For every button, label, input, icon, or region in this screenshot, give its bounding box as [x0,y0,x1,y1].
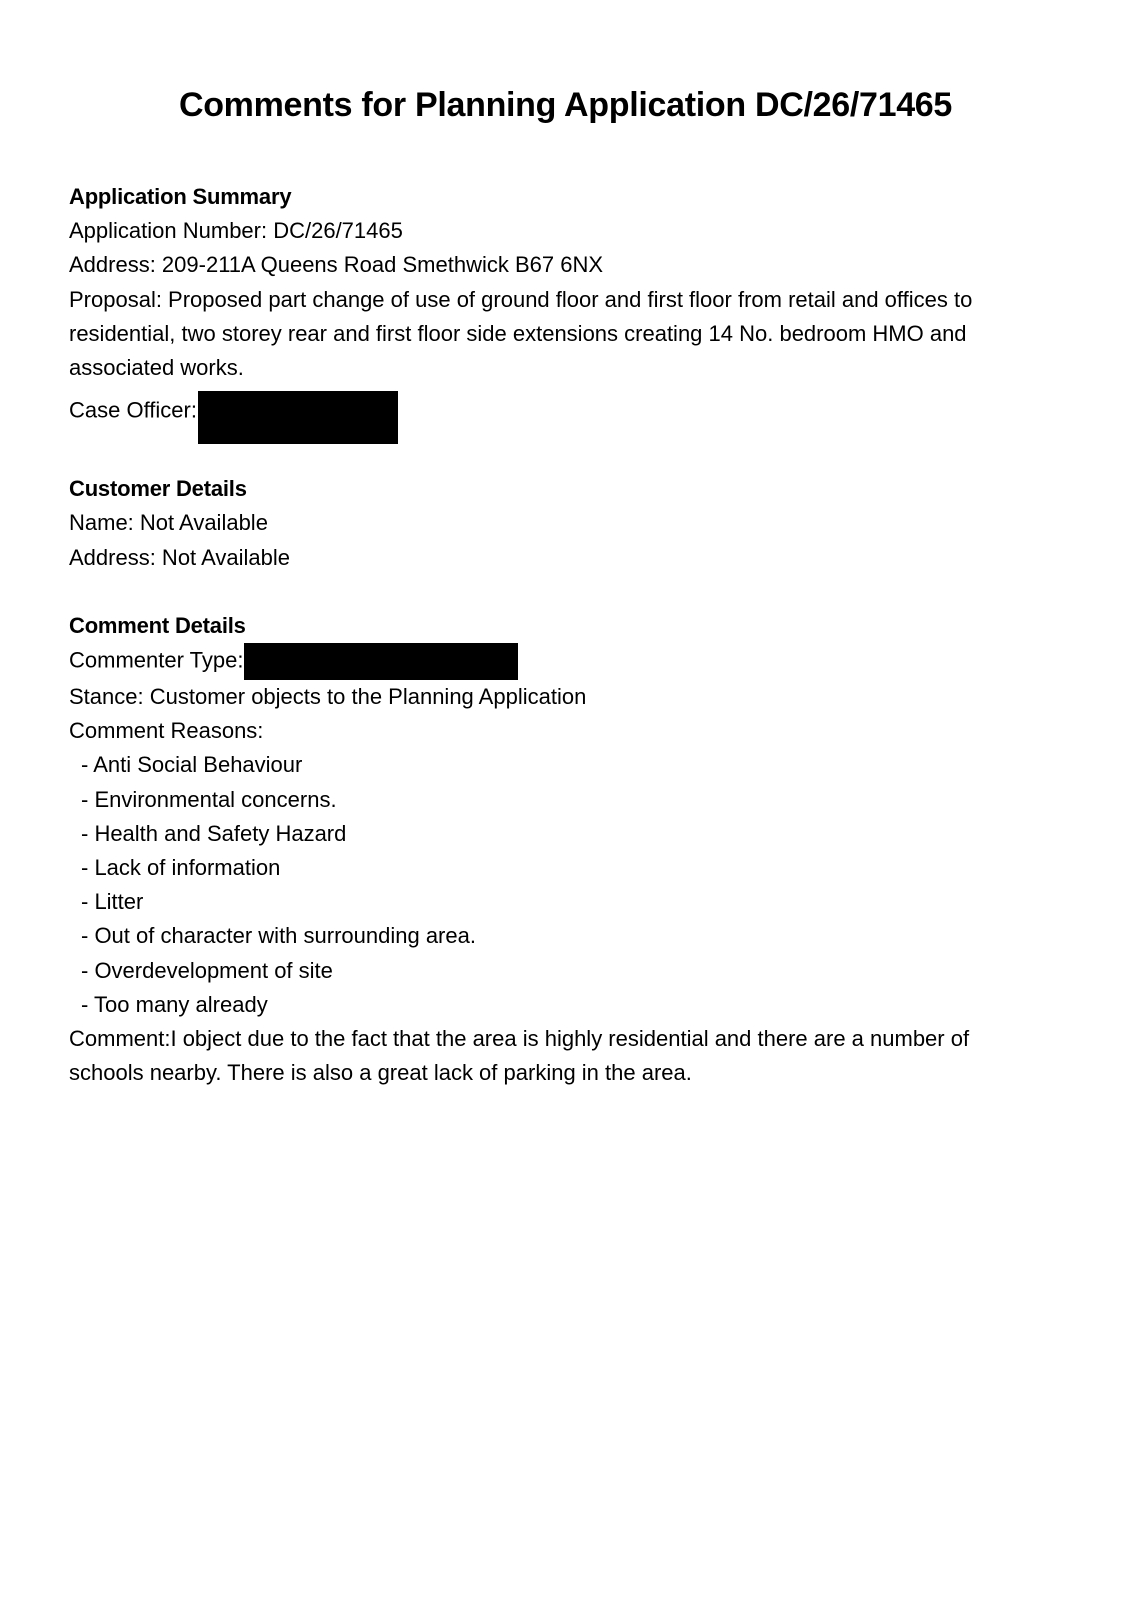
comment-text: Comment:I object due to the fact that the area is highly residential and there are a number of schools nearby. There is also a great lack of parking in the area. [69,1026,976,1086]
comment-details-heading: Comment Details [69,612,246,638]
application-address: Address: 209-211A Queens Road Smethwick B67 6NX [69,252,604,278]
application-proposal: Proposal: Proposed part change of use of ground floor and first floor from retail and offices to residential, two storey rear and first floor side extensions creating 14 No. bedroom HMO and associated works. [69,286,979,381]
application-summary-heading: Application Summary [69,184,292,209]
commenter-type-row [69,643,1069,680]
list-item: - Too many already [81,991,268,1017]
comment-reasons-list [69,748,1069,1022]
section-spacer [69,575,1069,609]
customer-name: Name: Not Available [69,510,268,536]
list-item: - Overdevelopment of site [81,957,333,983]
list-item: - Lack of information [81,855,281,881]
customer-address: Address: Not Available [69,544,290,570]
list-item: - Litter [81,889,144,915]
list-item: - Out of character with surrounding area. [81,923,476,949]
commenter-type-label: Commenter Type: [69,647,244,673]
commenter-type-redaction [244,643,518,680]
customer-details-heading: Customer Details [69,476,247,502]
case-officer-label: Case Officer: [69,397,197,423]
document-body [69,180,1069,1090]
list-item: - Anti Social Behaviour [81,752,303,778]
comment-stance: Stance: Customer objects to the Planning Application [69,684,587,710]
comment-reasons-label: Comment Reasons: [69,718,264,744]
case-officer-row [69,385,1069,438]
list-item: - Health and Safety Hazard [81,820,347,846]
list-item: - Environmental concerns. [81,786,337,812]
case-officer-redaction [198,391,398,444]
page-title: Comments for Planning Application DC/26/71465 [178,86,953,124]
application-number: Application Number: DC/26/71465 [69,218,403,244]
